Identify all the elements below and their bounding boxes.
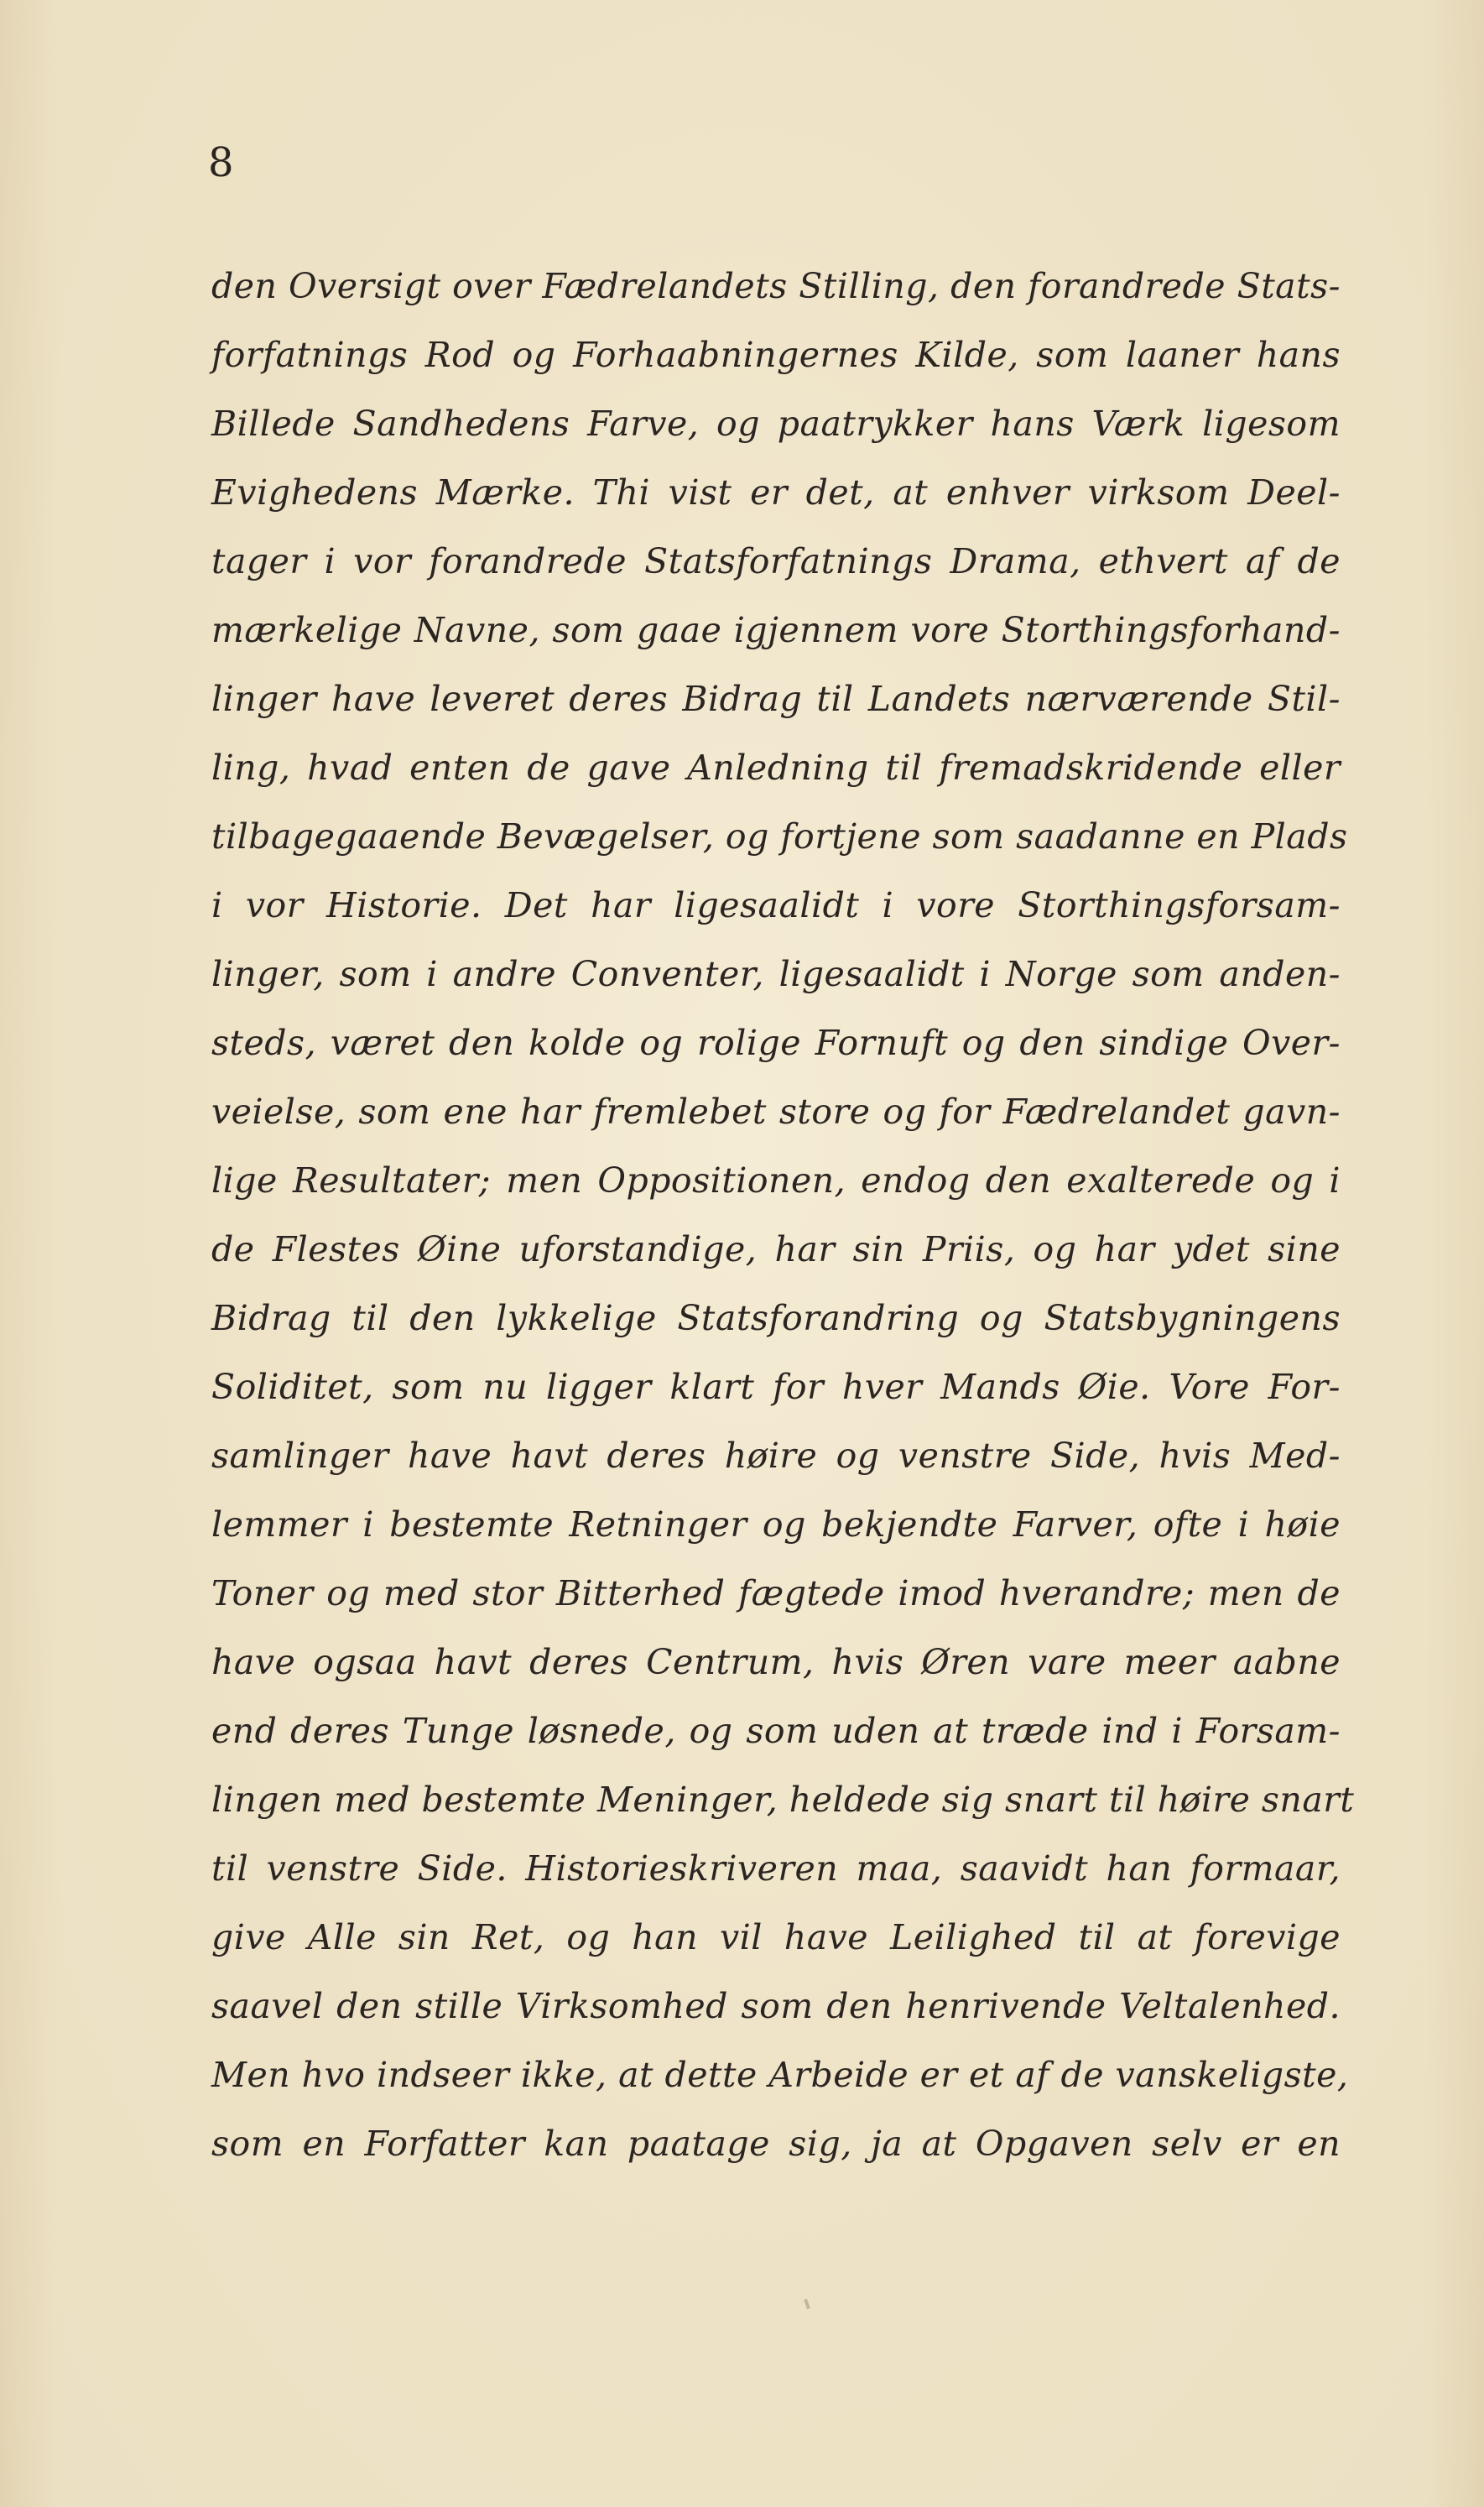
text-line: give Alle sin Ret, og han vil have Leilighed til at forevige xyxy=(211,1917,1341,1957)
text-line: linger, som i andre Conventer, ligesaalidt i Norge som anden- xyxy=(211,954,1341,994)
text-line: end deres Tunge løsnede, og som uden at træde ind i Forsam- xyxy=(211,1711,1341,1751)
text-line: mærkelige Navne, som gaae igjennem vore Storthingsforhand- xyxy=(211,610,1341,650)
text-line: Soliditet, som nu ligger klart for hver Mands Øie. Vore For- xyxy=(211,1367,1341,1407)
text-line: veielse, som ene har fremlebet store og for Fædrelandet gavn- xyxy=(211,1092,1341,1132)
body-text xyxy=(211,252,1355,2178)
text-line: i vor Historie. Det har ligesaalidt i vore Storthingsforsam- xyxy=(211,885,1341,925)
text-line: tager i vor forandrede Statsforfatnings Drama, ethvert af de xyxy=(211,541,1341,581)
text-line: saavel den stille Virksomhed som den henrivende Veltalenhed. xyxy=(211,1986,1341,2026)
text-line: linger have leveret deres Bidrag til Landets nærværende Stil- xyxy=(211,679,1341,719)
text-line: som en Forfatter kan paatage sig, ja at Opgaven selv er en xyxy=(211,2124,1341,2164)
text-line: til venstre Side. Historieskriveren maa, saavidt han formaar, xyxy=(211,1848,1341,1889)
text-line: have ogsaa havt deres Centrum, hvis Øren vare meer aabne xyxy=(211,1642,1341,1682)
text-line: samlinger have havt deres høire og venstre Side, hvis Med- xyxy=(211,1436,1341,1476)
text-line: steds, været den kolde og rolige Fornuft og den sindige Over- xyxy=(211,1023,1341,1063)
text-line: forfatnings Rod og Forhaabningernes Kilde, som laaner hans xyxy=(211,335,1341,375)
text-line: Toner og med stor Bitterhed fægtede imod hverandre; men de xyxy=(211,1573,1341,1613)
text-line: Men hvo indseer ikke, at dette Arbeide er et af de vanskeligste, xyxy=(211,2055,1349,2095)
text-line: lige Resultater; men Oppositionen, endog den exalterede og i xyxy=(211,1160,1341,1201)
text-line: Evighedens Mærke. Thi vist er det, at enhver virksom Deel- xyxy=(211,472,1341,513)
text-line: den Oversigt over Fædrelandets Stilling, den forandrede Stats- xyxy=(211,266,1341,306)
text-line: de Flestes Øine uforstandige, har sin Priis, og har ydet sine xyxy=(211,1229,1341,1269)
text-line: tilbagegaaende Bevægelser, og fortjene som saadanne en Plads xyxy=(211,816,1348,857)
text-line: lingen med bestemte Meninger, heldede sig snart til høire snart xyxy=(211,1780,1355,1820)
page-number: 8 xyxy=(208,139,234,186)
text-line: Bidrag til den lykkelige Statsforandring og Statsbygningens xyxy=(211,1298,1341,1338)
paper-mark xyxy=(804,2299,810,2310)
text-line: ling, hvad enten de gave Anledning til fremadskridende eller xyxy=(211,748,1341,788)
text-line: lemmer i bestemte Retninger og bekjendte Farver, ofte i høie xyxy=(211,1504,1341,1545)
text-line: Billede Sandhedens Farve, og paatrykker hans Værk ligesom xyxy=(211,404,1341,444)
